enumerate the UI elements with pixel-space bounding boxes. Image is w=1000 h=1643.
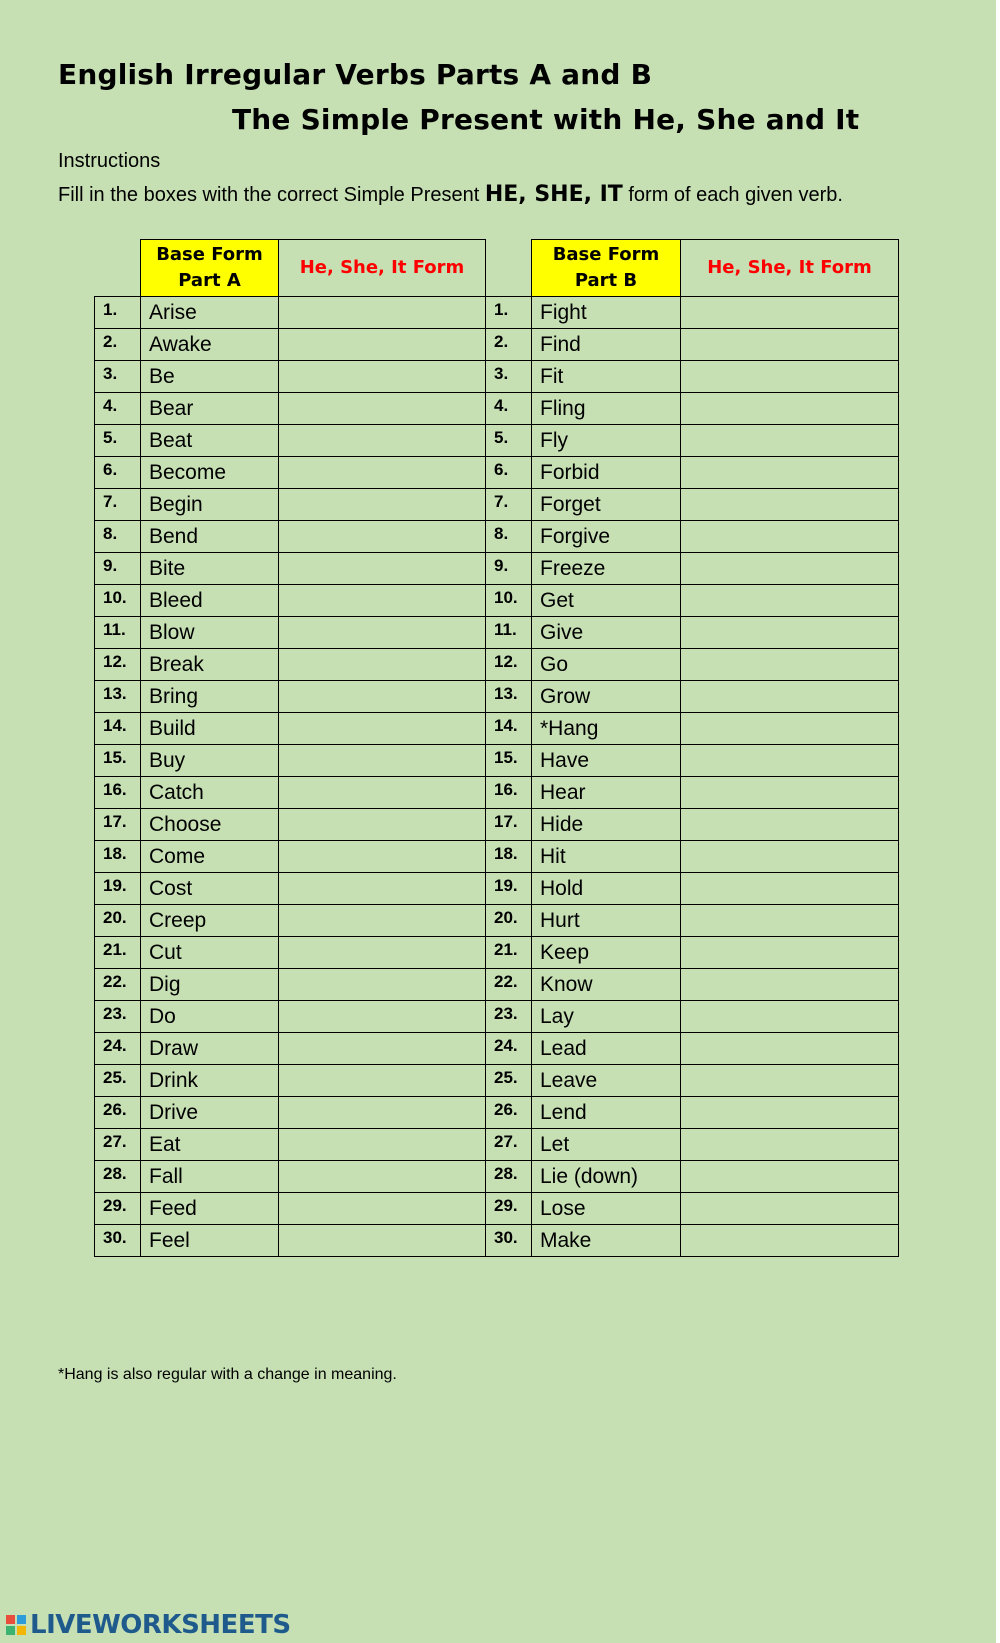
base-verb-part-b: Make (532, 1225, 681, 1257)
row-number-b: 3. (486, 361, 532, 393)
base-verb-part-a: Cost (141, 873, 279, 905)
instructions-emphasis: HE, SHE, IT (484, 182, 623, 207)
base-verb-part-a: Eat (141, 1129, 279, 1161)
table-row (95, 1065, 899, 1097)
row-number-a: 22. (95, 969, 141, 1001)
base-verb-part-a: Catch (141, 777, 279, 809)
base-verb-part-b: Leave (532, 1065, 681, 1097)
base-verb-part-a: Dig (141, 969, 279, 1001)
row-number-b: 25. (486, 1065, 532, 1097)
answer-box-part-b[interactable] (681, 1065, 899, 1097)
row-number-a: 10. (95, 585, 141, 617)
header-base-form-part-b-line1: Base Form (552, 244, 660, 265)
answer-box-part-b[interactable] (681, 521, 899, 553)
row-number-b: 6. (486, 457, 532, 489)
answer-box-part-a[interactable] (279, 1193, 486, 1225)
row-number-b: 15. (486, 745, 532, 777)
base-verb-part-b: *Hang (532, 713, 681, 745)
row-number-b: 10. (486, 585, 532, 617)
logo-square (6, 1626, 15, 1635)
answer-box-part-a[interactable] (279, 1225, 486, 1257)
base-verb-part-b: Lead (532, 1033, 681, 1065)
answer-box-part-a[interactable] (279, 745, 486, 777)
base-verb-part-b: Hear (532, 777, 681, 809)
table-row (95, 585, 899, 617)
row-number-a: 9. (95, 553, 141, 585)
answer-box-part-a[interactable] (279, 873, 486, 905)
answer-box-part-b[interactable] (681, 329, 899, 361)
answer-box-part-a[interactable] (279, 1033, 486, 1065)
row-number-a: 2. (95, 329, 141, 361)
base-verb-part-b: Lend (532, 1097, 681, 1129)
row-number-a: 12. (95, 649, 141, 681)
base-verb-part-a: Feel (141, 1225, 279, 1257)
base-verb-part-b: Freeze (532, 553, 681, 585)
instructions-text (58, 182, 843, 207)
row-number-b: 4. (486, 393, 532, 425)
row-number-a: 7. (95, 489, 141, 521)
table-header-row (95, 240, 899, 297)
table-row (95, 329, 899, 361)
answer-box-part-a[interactable] (279, 905, 486, 937)
answer-box-part-b[interactable] (681, 873, 899, 905)
table-row (95, 361, 899, 393)
row-number-b: 28. (486, 1161, 532, 1193)
row-number-b: 14. (486, 713, 532, 745)
header-blank-cell-b (486, 240, 532, 297)
base-verb-part-b: Get (532, 585, 681, 617)
answer-box-part-a[interactable] (279, 521, 486, 553)
header-he-she-it-form-a: He, She, It Form (279, 240, 486, 297)
base-verb-part-b: Fit (532, 361, 681, 393)
answer-box-part-a[interactable] (279, 489, 486, 521)
table-row (95, 809, 899, 841)
row-number-b: 26. (486, 1097, 532, 1129)
answer-box-part-a[interactable] (279, 617, 486, 649)
answer-box-part-b[interactable] (681, 617, 899, 649)
row-number-b: 1. (486, 297, 532, 329)
footnote: *Hang is also regular with a change in meaning. (58, 1366, 397, 1383)
row-number-a: 30. (95, 1225, 141, 1257)
row-number-a: 5. (95, 425, 141, 457)
base-verb-part-a: Blow (141, 617, 279, 649)
answer-box-part-a[interactable] (279, 777, 486, 809)
row-number-a: 1. (95, 297, 141, 329)
table-row (95, 393, 899, 425)
table-row (95, 297, 899, 329)
row-number-b: 22. (486, 969, 532, 1001)
row-number-b: 30. (486, 1225, 532, 1257)
answer-box-part-a[interactable] (279, 329, 486, 361)
table-row (95, 1193, 899, 1225)
row-number-b: 21. (486, 937, 532, 969)
base-verb-part-a: Bleed (141, 585, 279, 617)
base-verb-part-a: Do (141, 1001, 279, 1033)
table-row (95, 617, 899, 649)
answer-box-part-a[interactable] (279, 1097, 486, 1129)
row-number-a: 11. (95, 617, 141, 649)
answer-box-part-b[interactable] (681, 649, 899, 681)
base-verb-part-a: Fall (141, 1161, 279, 1193)
row-number-a: 26. (95, 1097, 141, 1129)
header-blank-cell-a (95, 240, 141, 297)
table-row (95, 873, 899, 905)
base-verb-part-a: Be (141, 361, 279, 393)
row-number-a: 4. (95, 393, 141, 425)
header-base-form-part-a-line1: Base Form (156, 244, 263, 265)
row-number-b: 16. (486, 777, 532, 809)
base-verb-part-b: Go (532, 649, 681, 681)
answer-box-part-b[interactable] (681, 713, 899, 745)
base-verb-part-a: Feed (141, 1193, 279, 1225)
row-number-a: 15. (95, 745, 141, 777)
table-row (95, 1225, 899, 1257)
row-number-b: 7. (486, 489, 532, 521)
row-number-b: 29. (486, 1193, 532, 1225)
base-verb-part-b: Let (532, 1129, 681, 1161)
base-verb-part-b: Forget (532, 489, 681, 521)
table-row (95, 1161, 899, 1193)
answer-box-part-b[interactable] (681, 905, 899, 937)
answer-box-part-a[interactable] (279, 1129, 486, 1161)
answer-box-part-b[interactable] (681, 1225, 899, 1257)
answer-box-part-b[interactable] (681, 1001, 899, 1033)
table-row (95, 489, 899, 521)
row-number-a: 23. (95, 1001, 141, 1033)
row-number-a: 8. (95, 521, 141, 553)
base-verb-part-b: Forgive (532, 521, 681, 553)
table-row (95, 1129, 899, 1161)
base-verb-part-a: Choose (141, 809, 279, 841)
row-number-a: 19. (95, 873, 141, 905)
base-verb-part-a: Bend (141, 521, 279, 553)
answer-box-part-b[interactable] (681, 745, 899, 777)
base-verb-part-a: Begin (141, 489, 279, 521)
base-verb-part-a: Cut (141, 937, 279, 969)
answer-box-part-b[interactable] (681, 1161, 899, 1193)
base-verb-part-a: Become (141, 457, 279, 489)
table-row (95, 649, 899, 681)
base-verb-part-b: Grow (532, 681, 681, 713)
logo-text: LIVEWORKSHEETS (30, 1610, 291, 1640)
answer-box-part-b[interactable] (681, 457, 899, 489)
answer-box-part-b[interactable] (681, 1193, 899, 1225)
row-number-b: 11. (486, 617, 532, 649)
logo-square (6, 1615, 15, 1624)
base-verb-part-b: Hit (532, 841, 681, 873)
base-verb-part-b: Have (532, 745, 681, 777)
row-number-a: 27. (95, 1129, 141, 1161)
answer-box-part-a[interactable] (279, 649, 486, 681)
header-base-form-part-b (532, 240, 681, 297)
table-row (95, 1001, 899, 1033)
table-row (95, 841, 899, 873)
liveworksheets-logo (6, 1612, 291, 1638)
answer-box-part-a[interactable] (279, 937, 486, 969)
answer-box-part-b[interactable] (681, 489, 899, 521)
base-verb-part-b: Give (532, 617, 681, 649)
row-number-a: 6. (95, 457, 141, 489)
instructions-post: form of each given verb. (622, 184, 843, 206)
base-verb-part-a: Build (141, 713, 279, 745)
table-row (95, 777, 899, 809)
answer-box-part-b[interactable] (681, 777, 899, 809)
answer-box-part-a[interactable] (279, 553, 486, 585)
row-number-a: 17. (95, 809, 141, 841)
base-verb-part-b: Forbid (532, 457, 681, 489)
table-row (95, 969, 899, 1001)
table-row (95, 457, 899, 489)
table-row (95, 905, 899, 937)
answer-box-part-a[interactable] (279, 425, 486, 457)
table-row (95, 745, 899, 777)
table-row (95, 937, 899, 969)
row-number-b: 23. (486, 1001, 532, 1033)
table-row (95, 553, 899, 585)
verbs-table (94, 239, 899, 1257)
base-verb-part-a: Bring (141, 681, 279, 713)
row-number-a: 24. (95, 1033, 141, 1065)
base-verb-part-a: Awake (141, 329, 279, 361)
answer-box-part-a[interactable] (279, 1001, 486, 1033)
row-number-b: 24. (486, 1033, 532, 1065)
answer-box-part-b[interactable] (681, 681, 899, 713)
base-verb-part-b: Hurt (532, 905, 681, 937)
base-verb-part-b: Keep (532, 937, 681, 969)
base-verb-part-a: Drive (141, 1097, 279, 1129)
base-verb-part-b: Fly (532, 425, 681, 457)
answer-box-part-b[interactable] (681, 393, 899, 425)
row-number-a: 3. (95, 361, 141, 393)
row-number-a: 14. (95, 713, 141, 745)
row-number-a: 18. (95, 841, 141, 873)
row-number-b: 18. (486, 841, 532, 873)
answer-box-part-b[interactable] (681, 297, 899, 329)
base-verb-part-a: Drink (141, 1065, 279, 1097)
row-number-a: 16. (95, 777, 141, 809)
row-number-b: 27. (486, 1129, 532, 1161)
row-number-a: 21. (95, 937, 141, 969)
row-number-a: 28. (95, 1161, 141, 1193)
table-row (95, 1033, 899, 1065)
base-verb-part-b: Lay (532, 1001, 681, 1033)
answer-box-part-a[interactable] (279, 809, 486, 841)
base-verb-part-b: Fight (532, 297, 681, 329)
row-number-b: 17. (486, 809, 532, 841)
table-row (95, 1097, 899, 1129)
row-number-a: 29. (95, 1193, 141, 1225)
answer-box-part-a[interactable] (279, 969, 486, 1001)
base-verb-part-a: Buy (141, 745, 279, 777)
instructions-pre: Fill in the boxes with the correct Simple Present (58, 184, 485, 206)
row-number-b: 2. (486, 329, 532, 361)
table-row (95, 425, 899, 457)
base-verb-part-b: Find (532, 329, 681, 361)
base-verb-part-b: Fling (532, 393, 681, 425)
answer-box-part-b[interactable] (681, 1033, 899, 1065)
row-number-a: 13. (95, 681, 141, 713)
row-number-b: 9. (486, 553, 532, 585)
answer-box-part-a[interactable] (279, 841, 486, 873)
answer-box-part-b[interactable] (681, 585, 899, 617)
row-number-b: 12. (486, 649, 532, 681)
header-base-form-part-a (141, 240, 279, 297)
answer-box-part-a[interactable] (279, 1065, 486, 1097)
answer-box-part-a[interactable] (279, 393, 486, 425)
base-verb-part-a: Beat (141, 425, 279, 457)
row-number-b: 8. (486, 521, 532, 553)
row-number-b: 19. (486, 873, 532, 905)
base-verb-part-b: Lose (532, 1193, 681, 1225)
base-verb-part-b: Lie (down) (532, 1161, 681, 1193)
answer-box-part-b[interactable] (681, 809, 899, 841)
answer-box-part-b[interactable] (681, 361, 899, 393)
logo-square (17, 1615, 26, 1624)
row-number-b: 20. (486, 905, 532, 937)
answer-box-part-b[interactable] (681, 969, 899, 1001)
logo-square (17, 1626, 26, 1635)
worksheet-title: English Irregular Verbs Parts A and B (58, 58, 653, 91)
table-row (95, 521, 899, 553)
base-verb-part-b: Hold (532, 873, 681, 905)
answer-box-part-a[interactable] (279, 297, 486, 329)
answer-box-part-a[interactable] (279, 585, 486, 617)
row-number-a: 20. (95, 905, 141, 937)
page-right-edge (996, 0, 1000, 1643)
answer-box-part-b[interactable] (681, 425, 899, 457)
base-verb-part-a: Bite (141, 553, 279, 585)
header-he-she-it-form-b: He, She, It Form (681, 240, 899, 297)
base-verb-part-a: Break (141, 649, 279, 681)
logo-squares-icon (6, 1615, 26, 1635)
base-verb-part-a: Come (141, 841, 279, 873)
base-verb-part-a: Draw (141, 1033, 279, 1065)
answer-box-part-a[interactable] (279, 681, 486, 713)
base-verb-part-a: Arise (141, 297, 279, 329)
base-verb-part-a: Bear (141, 393, 279, 425)
worksheet-subtitle: The Simple Present with He, She and It (232, 103, 860, 136)
header-base-form-part-a-line2: Part A (178, 270, 241, 291)
base-verb-part-b: Hide (532, 809, 681, 841)
header-base-form-part-b-line2: Part B (574, 270, 638, 291)
base-verb-part-a: Creep (141, 905, 279, 937)
answer-box-part-b[interactable] (681, 841, 899, 873)
table-row (95, 713, 899, 745)
answer-box-part-b[interactable] (681, 1129, 899, 1161)
answer-box-part-a[interactable] (279, 1161, 486, 1193)
answer-box-part-a[interactable] (279, 713, 486, 745)
instructions-label: Instructions (58, 150, 161, 172)
answer-box-part-b[interactable] (681, 553, 899, 585)
answer-box-part-b[interactable] (681, 937, 899, 969)
row-number-b: 5. (486, 425, 532, 457)
row-number-b: 13. (486, 681, 532, 713)
answer-box-part-a[interactable] (279, 457, 486, 489)
answer-box-part-a[interactable] (279, 361, 486, 393)
base-verb-part-b: Know (532, 969, 681, 1001)
table-row (95, 681, 899, 713)
answer-box-part-b[interactable] (681, 1097, 899, 1129)
row-number-a: 25. (95, 1065, 141, 1097)
